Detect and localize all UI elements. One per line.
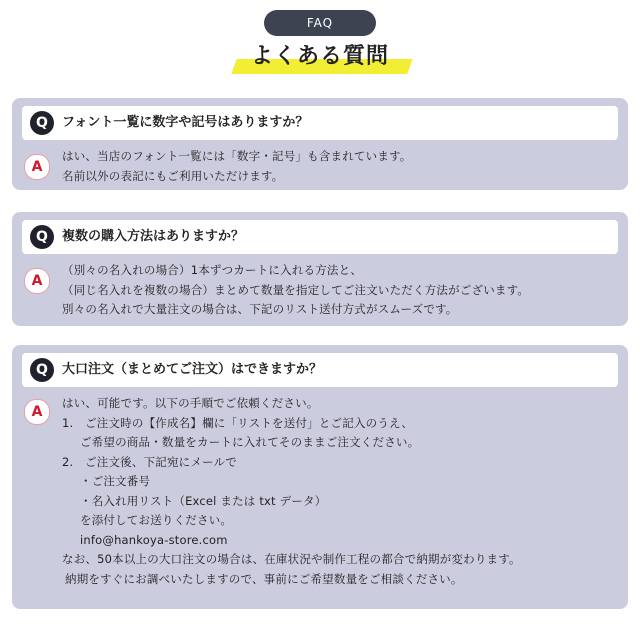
question-text: フォント一覧に数字や記号はありますか？ [62,115,309,130]
question-row [22,220,618,254]
answer-line: ・名入れ用リスト（Excel または txt データ） [80,493,327,508]
answer-line: 2. ご注文後、下記宛にメールで [62,454,237,469]
answer-line: を添付してお送りください。 [80,513,233,527]
question-text: 大口注文（まとめてご注文）はできますか？ [62,362,323,377]
contact-email: info@hankoya-store.com [80,532,228,547]
question-badge: Q [30,225,54,249]
answer-line: （同じ名入れを複数の場合）まとめて数量を指定してご注文いただく方法がございます。 [62,282,530,297]
question-row [22,353,618,387]
answer-line: ご希望の商品・数量をカートに入れてそのままご注文ください。 [80,435,420,449]
answer-line: ・ご注文番号 [80,474,151,488]
page-title: よくある質問 [250,44,389,69]
answer-line: はい、可能です。以下の手順でご依頼ください。 [62,396,319,410]
faq-label-pill: FAQ [264,10,376,36]
answer-line: 1. ご注文時の【作成名】欄に「リストを送付」とご記入のうえ、 [62,415,414,430]
answer-text [62,261,529,320]
answer-line: 別々の名入れで大量注文の場合は、下記のリスト送付方式がスムーズです。 [62,302,458,316]
question-badge: Q [30,111,54,135]
answer-line: （別々の名入れの場合）1本ずつカートに入れる方法と、 [62,263,363,277]
faq-item [12,345,628,609]
answer-line: なお、50本以上の大口注文の場合は、在庫状況や制作工程の都合で納期が変わります。 [62,552,521,566]
faq-item [12,98,628,190]
title-block [0,40,640,80]
question-row [22,106,618,140]
answer-badge: A [24,399,50,425]
question-text: 複数の購入方法はありますか？ [62,229,245,244]
question-badge: Q [30,358,54,382]
answer-text [62,394,521,589]
faq-item [12,212,628,326]
answer-text [62,147,412,186]
answer-badge: A [24,154,50,180]
answer-line: 名前以外の表記にもご利用いただけます。 [62,168,284,183]
answer-badge: A [24,268,50,294]
answer-line: 納期をすぐにお調べいたしますので、事前にご希望数量をご相談ください。 [65,571,463,586]
answer-line: はい、当店のフォント一覧には「数字・記号」も含まれています。 [62,149,412,163]
